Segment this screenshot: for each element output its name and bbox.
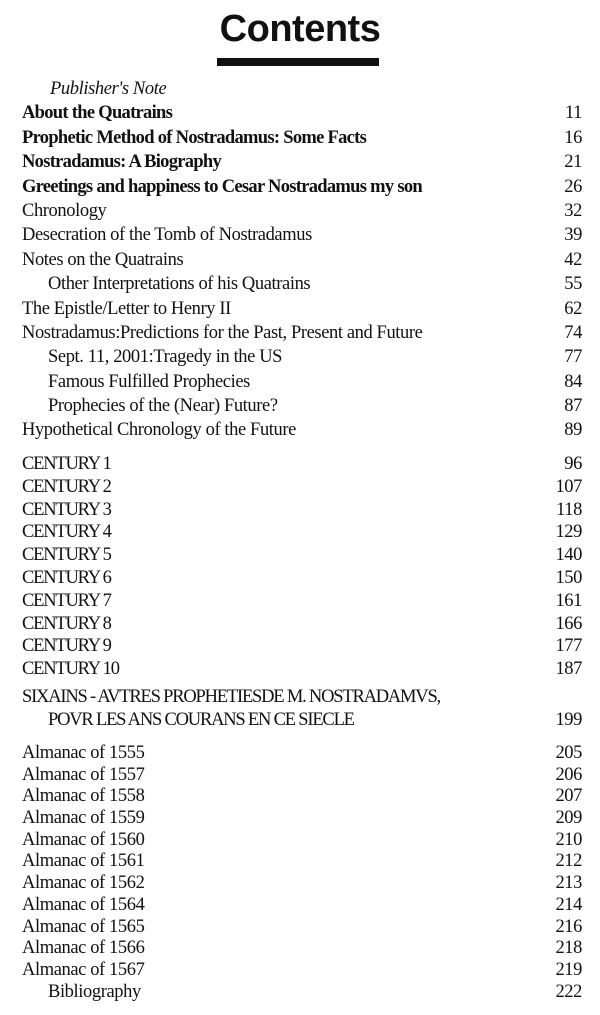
- toc-entry[interactable]: [0, 851, 600, 873]
- toc-entry-label: Almanac of 1560: [22, 829, 145, 850]
- toc-entry[interactable]: [0, 960, 600, 982]
- toc-entry-label: Nostradamus:Predictions for the Past, Present and Future: [22, 322, 423, 343]
- toc-entry[interactable]: [0, 659, 600, 682]
- toc-entry-label: CENTURY 4: [22, 522, 111, 543]
- toc-entry[interactable]: [0, 177, 600, 201]
- toc-entry[interactable]: [0, 591, 600, 614]
- toc-entry-label: Almanac of 1564: [22, 894, 145, 915]
- toc-entry[interactable]: [0, 477, 600, 500]
- toc-entry[interactable]: [0, 808, 600, 830]
- toc-entry-label: Famous Fulfilled Prophecies: [48, 371, 250, 392]
- toc-entry[interactable]: [0, 274, 600, 298]
- toc-entry-page: 207: [555, 786, 582, 807]
- toc-entry-label: Almanac of 1566: [22, 938, 145, 959]
- toc-entry-label: Almanac of 1562: [22, 873, 145, 894]
- toc-entry[interactable]: [0, 79, 600, 103]
- toc-entry-label: POVR LES ANS COURANS EN CE SIECLE: [48, 710, 354, 730]
- toc-entry-label: About the Quatrains: [22, 103, 173, 124]
- toc-entry[interactable]: [0, 420, 600, 444]
- toc-entry[interactable]: [0, 500, 600, 523]
- toc-entry[interactable]: [0, 765, 600, 787]
- toc-entry-label: Notes on the Quatrains: [22, 249, 184, 270]
- toc-entry-label: The Epistle/Letter to Henry II: [22, 298, 231, 319]
- toc-entry-page: 222: [555, 981, 582, 1002]
- toc-entry[interactable]: [0, 614, 600, 637]
- toc-entry[interactable]: [0, 522, 600, 545]
- toc-entry-label: Greetings and happiness to Cesar Nostradamus my son: [22, 176, 422, 197]
- toc-entry-page: 96: [564, 454, 582, 474]
- toc-entry-page: 206: [555, 764, 582, 785]
- toc-entry-page: 118: [556, 499, 582, 520]
- toc-entry-label: Desecration of the Tomb of Nostradamus: [22, 225, 312, 246]
- toc-entry-page: 39: [564, 225, 582, 246]
- toc-entry-page: 77: [564, 347, 582, 368]
- toc-entry[interactable]: [0, 396, 600, 420]
- toc-entry-label: CENTURY 10: [22, 659, 119, 680]
- toc-entry-label: CENTURY 3: [22, 499, 111, 520]
- toc-entry-label: CENTURY 7: [22, 590, 111, 611]
- toc-entry-page: 89: [564, 420, 582, 441]
- toc-entry-page: 21: [564, 152, 582, 173]
- toc-entry-label: Prophecies of the (Near) Future?: [48, 396, 278, 417]
- toc-entry[interactable]: [0, 372, 600, 396]
- toc-entry-page: 161: [555, 590, 582, 611]
- toc-entry-label: Other Interpretations of his Quatrains: [48, 274, 311, 295]
- toc-entry[interactable]: [0, 636, 600, 659]
- toc-entry-page: 213: [555, 873, 582, 894]
- toc-entry-page: 16: [564, 127, 582, 148]
- toc-entry-label: Almanac of 1557: [22, 764, 145, 785]
- toc-entry-page: 55: [564, 274, 582, 295]
- toc-almanacs-section: [0, 743, 600, 1003]
- toc-entry[interactable]: [0, 454, 600, 477]
- toc-entry-page: 84: [564, 371, 582, 392]
- toc-entry[interactable]: [0, 299, 600, 323]
- toc-entry[interactable]: [0, 743, 600, 765]
- toc-entry-page: 42: [564, 249, 582, 270]
- toc-entry-label: SIXAINS - AVTRES PROPHETIESDE M. NOSTRADAMVS,: [22, 687, 440, 707]
- toc-entry-label: Publisher's Note: [50, 79, 167, 99]
- toc-entry-page: 11: [564, 103, 582, 124]
- toc-entry-page: 87: [564, 396, 582, 417]
- toc-entry-page: 150: [555, 567, 582, 588]
- toc-entry[interactable]: [0, 568, 600, 591]
- toc-entry[interactable]: [0, 873, 600, 895]
- toc-entry[interactable]: [0, 128, 600, 152]
- toc-entry[interactable]: [0, 545, 600, 568]
- toc-entry[interactable]: [0, 895, 600, 917]
- toc-entry-page: 199: [555, 710, 582, 730]
- toc-entry-page: 214: [555, 894, 582, 915]
- toc-entry-page: 219: [555, 959, 582, 980]
- toc-front-section: [0, 79, 600, 445]
- toc-entry-page: 209: [555, 808, 582, 829]
- toc-entry-label: Sept. 11, 2001:Tragedy in the US: [48, 347, 283, 368]
- toc-entry[interactable]: [0, 830, 600, 852]
- toc-entry-label: Hypothetical Chronology of the Future: [22, 420, 296, 441]
- toc-entry[interactable]: [0, 201, 600, 225]
- toc-entry-page: 210: [555, 829, 582, 850]
- toc-entry-page: 32: [564, 200, 582, 221]
- toc-entry-page: 212: [555, 851, 582, 872]
- toc-entry-label: CENTURY 5: [22, 545, 111, 566]
- toc-entry-label: Prophetic Method of Nostradamus: Some Facts: [22, 127, 367, 148]
- toc-entry-label: Almanac of 1561: [22, 851, 145, 872]
- toc-entry-label: Nostradamus: A Biography: [22, 152, 222, 173]
- toc-entry[interactable]: [0, 938, 600, 960]
- toc-entry[interactable]: [0, 347, 600, 371]
- toc-entry-label: Bibliography: [48, 981, 141, 1002]
- toc-entry-page: 205: [555, 743, 582, 763]
- toc-entry[interactable]: [0, 917, 600, 939]
- toc-entry[interactable]: [0, 323, 600, 347]
- toc-entry-sixains[interactable]: [0, 687, 600, 710]
- toc-centuries-section: [0, 454, 600, 682]
- page-title: Contents: [219, 8, 381, 50]
- toc-entry-page: 166: [555, 613, 582, 634]
- toc-sixains-section: [0, 687, 600, 733]
- toc-entry[interactable]: [0, 982, 600, 1004]
- toc-entry-page: 218: [555, 938, 582, 959]
- toc-entry[interactable]: [0, 152, 600, 176]
- toc-entry-label: CENTURY 1: [22, 454, 111, 474]
- toc-entry-label: CENTURY 6: [22, 567, 111, 588]
- toc-entry-page: 140: [555, 545, 582, 566]
- toc-entry-label: Almanac of 1558: [22, 786, 145, 807]
- toc-entry-sixains-cont[interactable]: [0, 710, 600, 733]
- toc-entry-page: 62: [564, 298, 582, 319]
- toc-entry-page: 26: [564, 176, 582, 197]
- toc-entry[interactable]: [0, 250, 600, 274]
- toc-entry[interactable]: [0, 103, 600, 127]
- toc-entry-label: Almanac of 1567: [22, 959, 145, 980]
- title-underline: [217, 58, 379, 66]
- toc-entry-page: 177: [555, 636, 582, 657]
- toc-entry-label: Almanac of 1565: [22, 916, 145, 937]
- toc-entry[interactable]: [0, 786, 600, 808]
- toc-entry-page: 129: [555, 522, 582, 543]
- toc-entry-page: 216: [555, 916, 582, 937]
- toc-entry[interactable]: [0, 225, 600, 249]
- toc-entry-page: 187: [555, 659, 582, 680]
- toc-entry-page: 74: [564, 322, 582, 343]
- toc-entry-label: Chronology: [22, 200, 107, 221]
- toc-entry-label: CENTURY 8: [22, 613, 111, 634]
- toc-entry-page: 107: [555, 476, 582, 497]
- toc-entry-label: CENTURY 9: [22, 636, 111, 657]
- toc-entry-label: Almanac of 1555: [22, 743, 145, 763]
- toc-entry-label: Almanac of 1559: [22, 808, 145, 829]
- toc-entry-label: CENTURY 2: [22, 476, 111, 497]
